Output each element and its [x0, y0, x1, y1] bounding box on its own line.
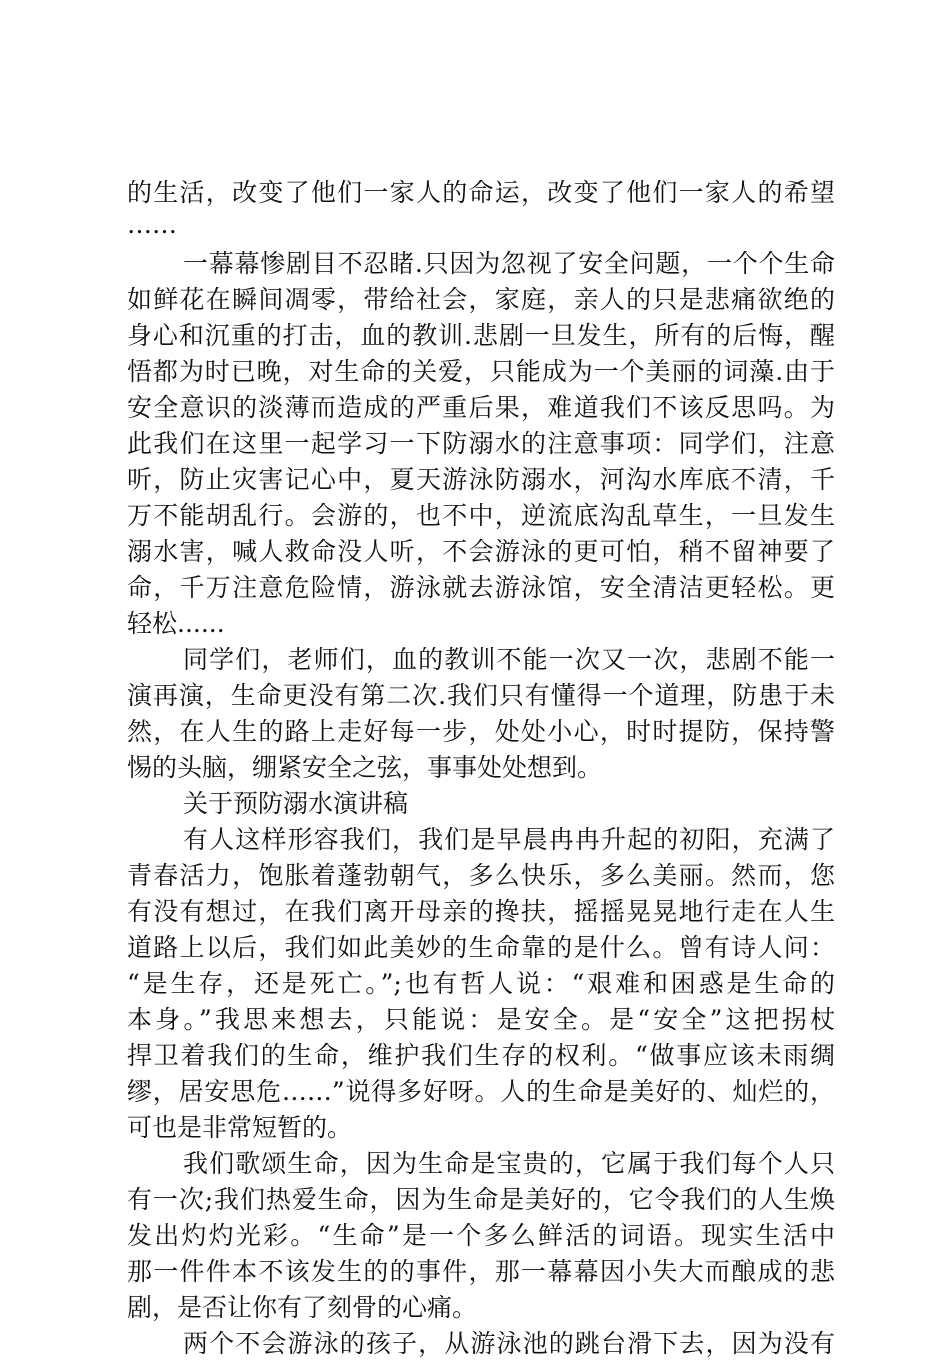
text-line: 万不能胡乱行。会游的，也不中，逆流底沟乱草生，一旦发生	[127, 501, 835, 530]
text-line: 惕的头脑，绷紧安全之弦，事事处处想到。	[127, 753, 603, 782]
text-line: 道路上以后，我们如此美妙的生命靠的是什么。曾有诗人问：	[127, 933, 835, 962]
text-line: 有没有想过，在我们离开母亲的搀扶，摇摇晃晃地行走在人生	[127, 897, 835, 926]
text-line: 的生活，改变了他们一家人的命运，改变了他们一家人的希望	[127, 178, 835, 207]
text-line: 溺水害，喊人救命没人听，不会游泳的更可怕，稍不留神要了	[127, 537, 835, 566]
text-line: 捍卫着我们的生命，维护我们生存的权利。“做事应该未雨绸	[127, 1041, 835, 1070]
text-line: 青春活力，饱胀着蓬勃朝气，多么快乐，多么美丽。然而，您	[127, 861, 835, 890]
text-line: 演再演，生命更没有第二次.我们只有懂得一个道理，防患于未	[127, 681, 835, 710]
text-line: 那一件件本不该发生的的事件，那一幕幕因小失大而酿成的悲	[127, 1257, 835, 1286]
text-line: 可也是非常短暂的。	[127, 1113, 353, 1142]
text-line: 剧，是否让你有了刻骨的心痛。	[127, 1293, 478, 1322]
text-line: 听，防止灾害记心中，夏天游泳防溺水，河沟水库底不清，千	[127, 465, 835, 494]
section-heading: 关于预防溺水演讲稿	[183, 789, 409, 818]
text-line: 我们歌颂生命，因为生命是宝贵的，它属于我们每个人只	[183, 1149, 835, 1178]
text-line: 命，千万注意危险情，游泳就去游泳馆，安全清洁更轻松。更	[127, 573, 835, 602]
text-line: 本身。”我思来想去，只能说：是安全。是“安全”这把拐杖	[127, 1005, 835, 1034]
text-line: 轻松......	[127, 609, 225, 638]
text-line: 有一次;我们热爱生命，因为生命是美好的，它令我们的人生焕	[127, 1185, 835, 1214]
text-line: 同学们，老师们，血的教训不能一次又一次，悲剧不能一	[183, 645, 835, 674]
text-line: 安全意识的淡薄而造成的严重后果，难道我们不该反思吗。为	[127, 393, 835, 422]
text-line: 如鲜花在瞬间凋零，带给社会，家庭，亲人的只是悲痛欲绝的	[127, 285, 835, 314]
text-line: 悟都为时已晚，对生命的关爱，只能成为一个美丽的词藻.由于	[127, 357, 835, 386]
text-line: 一幕幕惨剧目不忍睹.只因为忽视了安全问题，一个个生命	[183, 249, 835, 278]
text-line: 有人这样形容我们，我们是早晨冉冉升起的初阳，充满了	[183, 825, 835, 854]
text-line: 然，在人生的路上走好每一步，处处小心，时时提防，保持警	[127, 717, 835, 746]
text-line: ……	[127, 210, 177, 239]
text-line: 发出灼灼光彩。“生命”是一个多么鲜活的词语。现实生活中	[127, 1221, 835, 1250]
text-line: 身心和沉重的打击，血的教训.悲剧一旦发生，所有的后悔，醒	[127, 321, 835, 350]
text-line: 两个不会游泳的孩子，从游泳池的跳台滑下去，因为没有	[183, 1329, 835, 1358]
text-line: 此我们在这里一起学习一下防溺水的注意事项：同学们，注意	[127, 429, 835, 458]
text-line: “是生存，还是死亡。”;也有哲人说：“艰难和困惑是生命的	[127, 969, 835, 998]
text-line: 缪，居安思危……”说得多好呀。人的生命是美好的、灿烂的，	[127, 1077, 835, 1106]
